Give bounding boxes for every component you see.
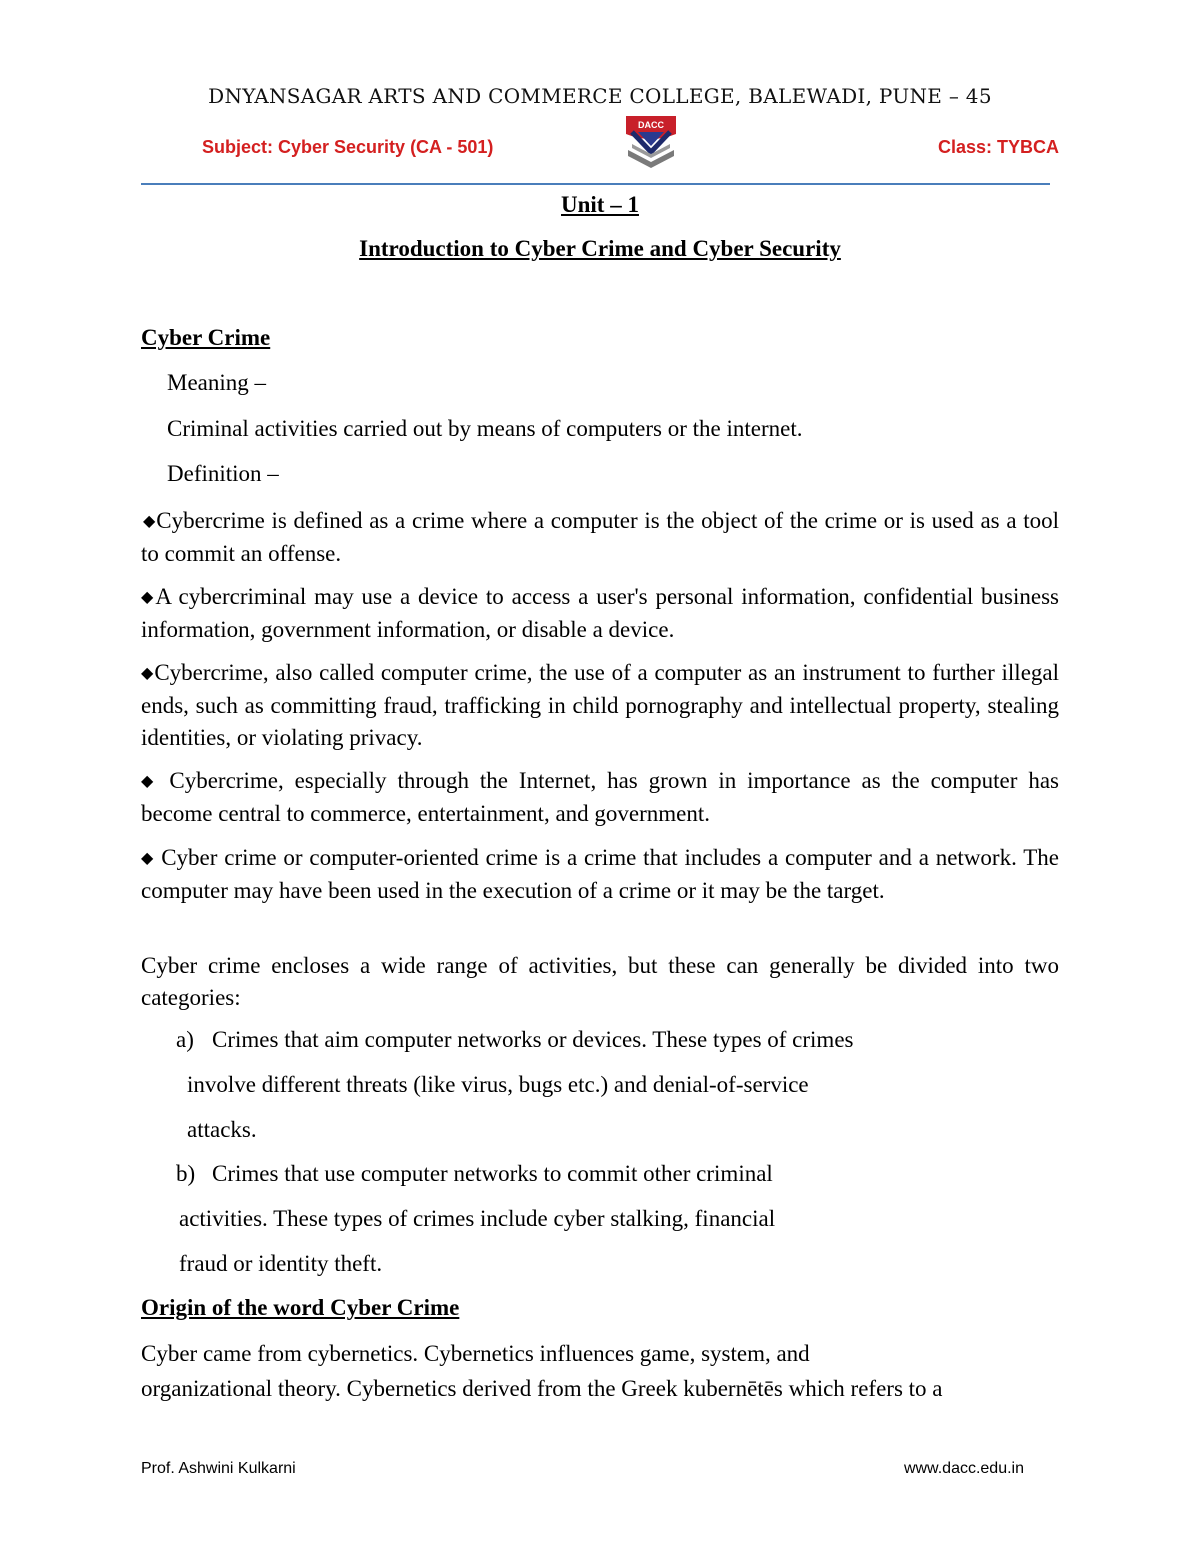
college-name: DNYANSAGAR ARTS AND COMMERCE COLLEGE, BALEWADI, PUNE – 45 xyxy=(208,84,992,108)
page-title: Introduction to Cyber Crime and Cyber Security xyxy=(359,236,841,261)
definition-label: Definition – xyxy=(167,461,279,486)
diamond-bullet-icon: ◆ xyxy=(141,773,159,790)
diamond-bullet-icon: ◆ xyxy=(143,513,157,530)
origin-text-line: Cyber came from cybernetics. Cybernetics influences game, system, and xyxy=(141,1341,810,1366)
logo-lettering: DACC xyxy=(638,120,664,130)
definition-bullet: ◆ Cybercrime, especially through the Internet, has grown in importance as the computer has become central to commerce, entertainment, and government. xyxy=(141,768,1059,826)
college-logo xyxy=(618,108,684,170)
header-divider xyxy=(141,183,1050,185)
origin-text-line: organizational theory. Cybernetics derived from the Greek kubernētēs which refers to a xyxy=(141,1376,943,1401)
unit-title: Unit – 1 xyxy=(561,192,639,217)
category-a-line: involve different threats (like virus, bugs etc.) and denial-of-service xyxy=(187,1072,809,1097)
diamond-bullet-icon: ◆ xyxy=(141,850,155,867)
subject-label: Subject: Cyber Security (CA - 501) xyxy=(202,137,494,157)
definition-bullet: ◆ Cyber crime or computer-oriented crime is a crime that includes a computer and a network. The computer may have been used in the execution of a crime or it may be the target. xyxy=(141,845,1059,903)
category-b-line: fraud or identity theft. xyxy=(179,1251,383,1276)
diamond-bullet-icon: ◆ xyxy=(141,589,156,606)
section-heading-cyber-crime: Cyber Crime xyxy=(141,325,271,350)
category-a-line: attacks. xyxy=(187,1117,257,1142)
categories-intro: Cyber crime encloses a wide range of activities, but these can generally be divided into two categories: xyxy=(141,953,1059,1010)
category-b-line: activities. These types of crimes include cyber stalking, financial xyxy=(179,1206,776,1231)
class-label: Class: TYBCA xyxy=(937,137,1059,157)
category-b-marker: b) xyxy=(176,1161,196,1186)
footer-website: www.dacc.edu.in xyxy=(903,1460,1024,1477)
section-heading-origin: Origin of the word Cyber Crime xyxy=(141,1295,460,1320)
category-a-line: Crimes that aim computer networks or devices. These types of crimes xyxy=(212,1027,854,1052)
category-b-line: Crimes that use computer networks to commit other criminal xyxy=(212,1161,773,1186)
definition-bullet: ◆A cybercriminal may use a device to access a user's personal information, confidential business information, government information, or disable a device. xyxy=(141,584,1059,642)
meaning-label: Meaning – xyxy=(167,370,267,395)
category-a-marker: a) xyxy=(176,1027,194,1052)
meaning-text: Criminal activities carried out by means of computers or the internet. xyxy=(167,416,803,441)
definition-bullet: ◆Cybercrime is defined as a crime where a computer is the object of the crime or is used as a tool to commit an offense. xyxy=(141,508,1059,566)
diamond-bullet-icon: ◆ xyxy=(141,665,155,682)
footer-author: Prof. Ashwini Kulkarni xyxy=(141,1460,296,1477)
definition-bullet: ◆Cybercrime, also called computer crime, the use of a computer as an instrument to further illegal ends, such as committing fraud, trafficking in child pornography and intellectual property, stealing identities, or violating privacy. xyxy=(141,660,1059,750)
